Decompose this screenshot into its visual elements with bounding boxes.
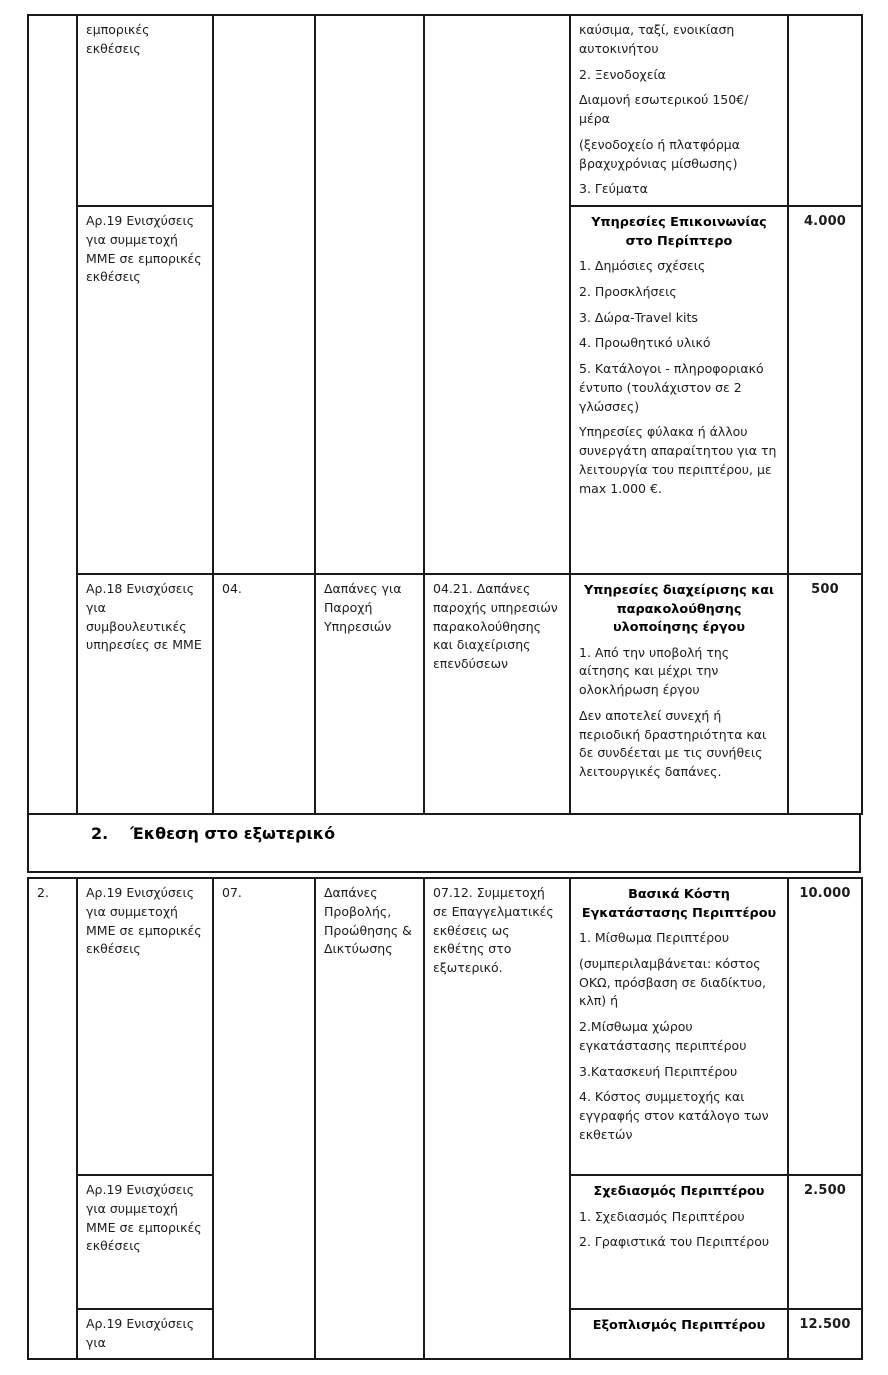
description-paragraph: 3. Γεύματα xyxy=(579,181,648,197)
amount-cell xyxy=(788,15,862,206)
expense-category-cell: Δαπάνες για Παροχή Υπηρεσιών xyxy=(315,574,424,814)
description-title: Υπηρεσίες διαχείρισης και παρακολούθησης υλοποίησης έργου xyxy=(584,583,774,636)
description-paragraph: 4. Κόστος συμμετοχής και εγγραφής στον κατάλογο των εκθετών xyxy=(579,1089,769,1142)
description-paragraph: (συμπεριλαμβάνεται: κόστος ΟΚΩ, πρόσβαση σε διαδίκτυο, κλπ) ή xyxy=(579,955,766,1009)
description-cell xyxy=(570,1175,788,1309)
description-paragraph: 1. Σχεδιασμός Περιπτέρου xyxy=(579,1208,745,1224)
expense-subcode-cell xyxy=(424,15,570,574)
table-row xyxy=(28,878,862,1175)
aid-article-cell: Αρ.18 Ενισχύσεις για συμβουλευτικές υπηρεσίες σε ΜΜΕ xyxy=(77,574,213,814)
description-paragraph: 3.Κατασκευή Περιπτέρου xyxy=(579,1063,738,1079)
amount-cell: 10.000 xyxy=(788,878,862,1175)
expense-category-cell: Δαπάνες Προβολής, Προώθησης & Δικτύωσης xyxy=(315,878,424,1359)
description-paragraph: 1. Μίσθωμα Περιπτέρου xyxy=(579,930,730,946)
aid-article-cell: Αρ.19 Ενισχύσεις για συμμετοχή ΜΜΕ σε εμπορικές εκθέσεις xyxy=(77,878,213,1175)
expense-category-cell xyxy=(315,15,424,574)
amount-cell: 2.500 xyxy=(788,1175,862,1309)
row-number-cell: 2. xyxy=(28,878,77,1359)
description-paragraph: (ξενοδοχείο ή πλατφόρμα βραχυχρόνιας μίσθωσης) xyxy=(579,136,740,171)
section-title: Έκθεση στο εξωτερικό xyxy=(130,824,336,843)
expense-table-1 xyxy=(27,14,863,815)
section-number: 2. xyxy=(91,824,109,843)
description-paragraph: 3. Δώρα-Travel kits xyxy=(579,309,698,325)
description-paragraph: 2. Ξενοδοχεία xyxy=(579,66,666,82)
aid-article-cell: Αρ.19 Ενισχύσεις για συμμετοχή ΜΜΕ σε εμπορικές εκθέσεις xyxy=(77,206,213,574)
description-paragraph: 2. Προσκλήσεις xyxy=(579,283,677,299)
description-title: Υπηρεσίες Επικοινωνίας στο Περίπτερο xyxy=(591,215,767,249)
description-cell xyxy=(570,878,788,1175)
description-paragraph: 5. Κατάλογοι - πληροφοριακό έντυπο (τουλάχιστον σε 2 γλώσσες) xyxy=(579,361,764,414)
description-paragraph: 1. Από την υποβολή της αίτησης και μέχρι την ολοκλήρωση έργου xyxy=(579,644,730,698)
description-paragraph: καύσιμα, ταξί, ενοικίαση αυτοκινήτου xyxy=(579,22,735,56)
expense-table-2 xyxy=(27,877,863,1360)
table-row xyxy=(28,574,862,814)
expense-subcode-cell: 04.21. Δαπάνες παροχής υπηρεσιών παρακολούθησης και διαχείρισης επενδύσεων xyxy=(424,574,570,814)
section-heading xyxy=(27,813,861,873)
aid-article-cell: Αρ.19 Ενισχύσεις για συμμετοχή ΜΜΕ σε εμπορικές εκθέσεις xyxy=(77,1175,213,1309)
expense-subcode-cell: 07.12. Συμμετοχή σε Επαγγελματικές εκθέσεις ως εκθέτης στο εξωτερικό. xyxy=(424,878,570,1359)
expense-code-cell: 04. xyxy=(213,574,315,814)
description-paragraph: 2.Μίσθωμα χώρου εγκατάστασης περιπτέρου xyxy=(579,1019,747,1053)
expense-code-cell xyxy=(213,15,315,574)
description-cell xyxy=(570,574,788,814)
description-cell xyxy=(570,1309,788,1359)
description-title: Σχεδιασμός Περιπτέρου xyxy=(593,1184,765,1199)
expense-code-cell: 07. xyxy=(213,878,315,1359)
aid-article-cell: εμπορικές εκθέσεις xyxy=(77,15,213,206)
description-paragraph: 1. Δημόσιες σχέσεις xyxy=(579,258,706,274)
table-row xyxy=(28,15,862,206)
description-paragraph: Διαμονή εσωτερικού 150€/μέρα xyxy=(579,92,749,126)
row-number-cell xyxy=(28,15,77,814)
amount-cell: 12.500 xyxy=(788,1309,862,1359)
description-paragraph: Υπηρεσίες φύλακα ή άλλου συνεργάτη απαραίτητου για τη λειτουργία του περιπτέρου, με max 1.000 €. xyxy=(579,424,777,496)
description-title: Εξοπλισμός Περιπτέρου xyxy=(592,1318,766,1333)
description-cell xyxy=(570,206,788,574)
description-title: Βασικά Κόστη Εγκατάστασης Περιπτέρου xyxy=(581,887,777,921)
amount-cell: 4.000 xyxy=(788,206,862,574)
description-cell xyxy=(570,15,788,206)
description-paragraph: Δεν αποτελεί συνεχή ή περιοδική δραστηριότητα και δε συνδέεται με τις συνήθεις λειτουργικές δαπάνες. xyxy=(579,707,767,780)
aid-article-cell: Αρ.19 Ενισχύσεις για xyxy=(77,1309,213,1359)
amount-cell: 500 xyxy=(788,574,862,814)
description-paragraph: 4. Προωθητικό υλικό xyxy=(579,335,711,351)
description-paragraph: 2. Γραφιστικά του Περιπτέρου xyxy=(579,1234,770,1250)
